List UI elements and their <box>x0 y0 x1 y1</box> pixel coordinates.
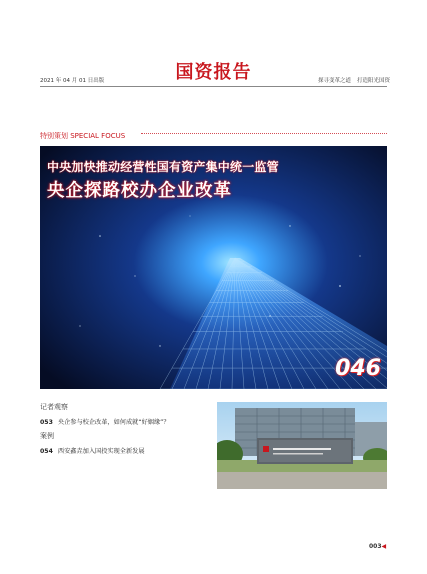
table-of-contents <box>40 402 220 460</box>
feature-page-number: 046 <box>335 356 381 381</box>
header-rule <box>40 86 387 87</box>
toc-group-reporter-observation <box>40 402 220 426</box>
toc-item-page: 053 <box>40 419 53 426</box>
toc-group-case <box>40 431 220 455</box>
feature-headline: 中央加快推动经营性国有资产集中统一监管 <box>47 160 279 174</box>
folio-arrow-icon: ◀ <box>381 543 387 550</box>
toc-item-title: 西安鑫垚加入国投实现全新发展 <box>57 448 145 455</box>
toc-category: 案例 <box>40 432 54 440</box>
slogan-part-1: 探寻变革之道 <box>317 78 351 84</box>
slogan-part-2: 打造阳光国资 <box>356 78 390 84</box>
masthead-title: 国资报告 <box>175 62 252 83</box>
company-building-photo <box>217 402 387 489</box>
feature-title: 央企探路校办企业改革 <box>47 181 232 201</box>
toc-category: 记者观察 <box>40 403 68 411</box>
slogan <box>318 76 390 84</box>
section-dotted-rule <box>141 133 387 134</box>
toc-item[interactable] <box>40 417 220 426</box>
toc-item[interactable] <box>40 446 220 455</box>
toc-item-title: 央企参与校企改革，如何成就“好姻缘”？ <box>57 419 170 426</box>
issue-date: 2021 年 04 月 01 日出版 <box>40 78 105 84</box>
page-folio <box>369 543 386 550</box>
toc-item-page: 054 <box>40 448 53 455</box>
feature-hero[interactable] <box>40 146 387 389</box>
section-label: 特别策划 SPECIAL FOCUS <box>40 132 126 140</box>
folio-number: 003 <box>369 543 382 550</box>
